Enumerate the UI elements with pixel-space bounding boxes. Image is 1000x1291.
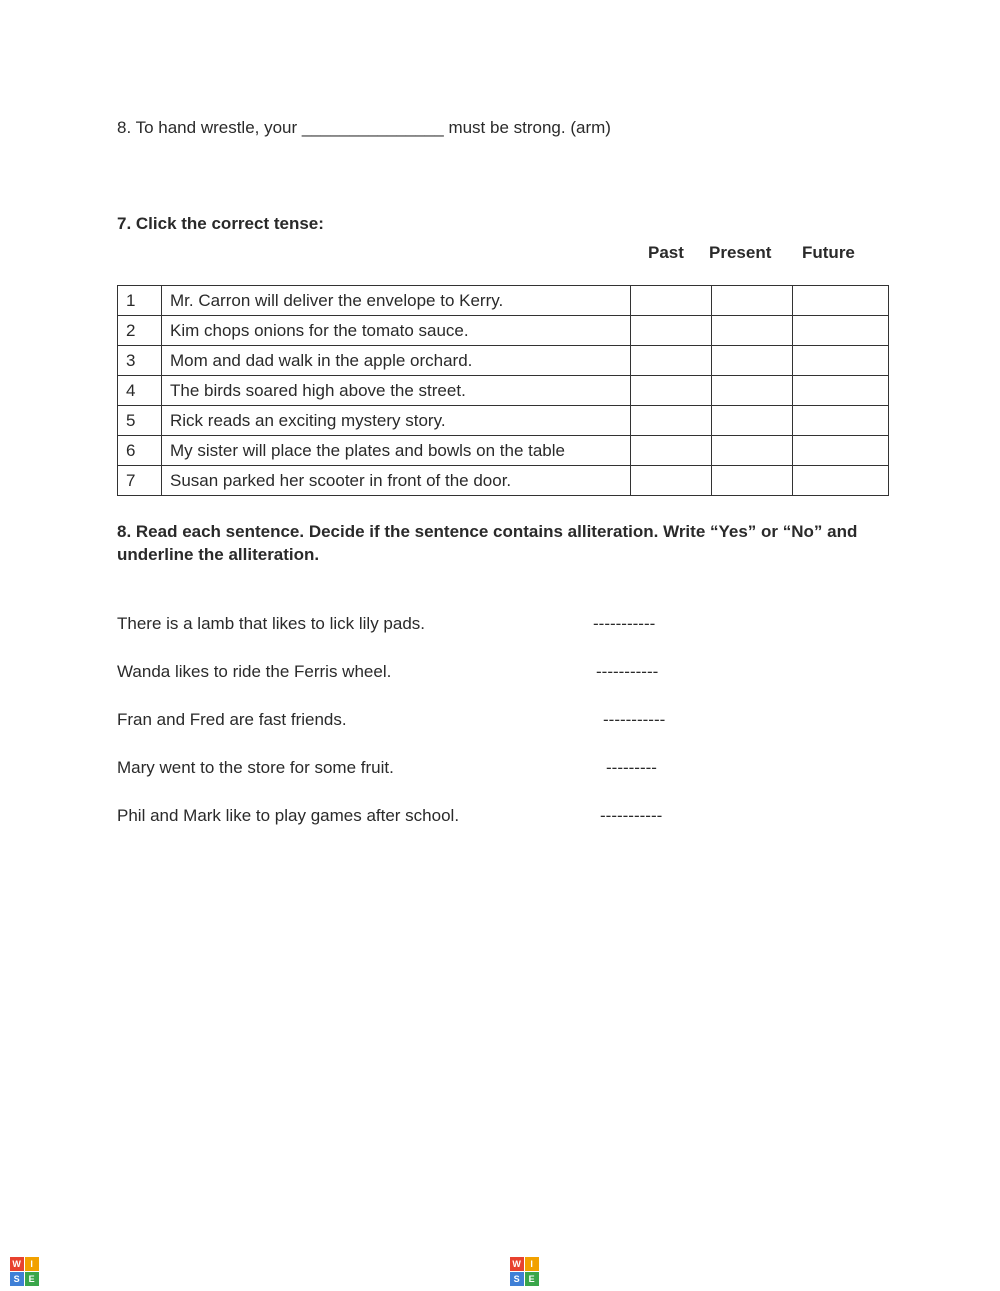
row-number: 6 bbox=[118, 436, 162, 466]
row-number: 4 bbox=[118, 376, 162, 406]
answer-blank[interactable]: ----------- bbox=[603, 710, 666, 729]
present-option[interactable] bbox=[712, 346, 793, 376]
row-sentence: Susan parked her scooter in front of the door. bbox=[162, 466, 631, 496]
past-option[interactable] bbox=[631, 376, 712, 406]
row-number: 5 bbox=[118, 406, 162, 436]
table-row bbox=[118, 466, 889, 496]
logo-tile: E bbox=[525, 1272, 539, 1286]
alliteration-sentence: Wanda likes to ride the Ferris wheel. bbox=[117, 662, 392, 681]
table-row bbox=[118, 286, 889, 316]
brand-wordmark: WISEWORKSHEETS.COM bbox=[544, 1254, 991, 1289]
logo-tile: W bbox=[510, 1257, 524, 1271]
past-option[interactable] bbox=[631, 406, 712, 436]
column-header-future: Future bbox=[802, 243, 855, 262]
future-option[interactable] bbox=[793, 406, 889, 436]
logo-tile: S bbox=[510, 1272, 524, 1286]
present-option[interactable] bbox=[712, 436, 793, 466]
tense-question-heading: 7. Click the correct tense: bbox=[117, 214, 324, 233]
row-sentence: Rick reads an exciting mystery story. bbox=[162, 406, 631, 436]
future-option[interactable] bbox=[793, 316, 889, 346]
row-sentence: Mom and dad walk in the apple orchard. bbox=[162, 346, 631, 376]
present-option[interactable] bbox=[712, 286, 793, 316]
answer-blank[interactable]: ----------- bbox=[596, 662, 659, 681]
row-sentence: My sister will place the plates and bowls on the table bbox=[162, 436, 631, 466]
future-option[interactable] bbox=[793, 286, 889, 316]
table-row bbox=[118, 346, 889, 376]
future-option[interactable] bbox=[793, 436, 889, 466]
past-option[interactable] bbox=[631, 466, 712, 496]
alliteration-sentence: Fran and Fred are fast friends. bbox=[117, 710, 347, 729]
footer-branding bbox=[0, 1252, 1000, 1291]
logo-tile: E bbox=[25, 1272, 39, 1286]
brand-wordmark: WISEWORKSHEETS.COM bbox=[44, 1254, 491, 1289]
brand-mark bbox=[10, 1254, 491, 1289]
row-number: 2 bbox=[118, 316, 162, 346]
answer-blank[interactable]: --------- bbox=[606, 758, 657, 777]
row-number: 3 bbox=[118, 346, 162, 376]
fill-in-question: 8. To hand wrestle, your _______________ must be strong. (arm) bbox=[117, 118, 611, 137]
brand-mark bbox=[510, 1254, 991, 1289]
column-header-past: Past bbox=[648, 243, 684, 262]
logo-tile: W bbox=[10, 1257, 24, 1271]
present-option[interactable] bbox=[712, 376, 793, 406]
alliteration-sentence: Phil and Mark like to play games after school. bbox=[117, 806, 460, 825]
past-option[interactable] bbox=[631, 346, 712, 376]
row-number: 7 bbox=[118, 466, 162, 496]
alliteration-heading-line-1: 8. Read each sentence. Decide if the sentence contains alliteration. Write “Yes” or “No” and bbox=[117, 522, 858, 541]
future-option[interactable] bbox=[793, 376, 889, 406]
past-option[interactable] bbox=[631, 316, 712, 346]
answer-blank[interactable]: ----------- bbox=[600, 806, 663, 825]
present-option[interactable] bbox=[712, 466, 793, 496]
row-sentence: Kim chops onions for the tomato sauce. bbox=[162, 316, 631, 346]
tense-table bbox=[117, 285, 889, 496]
row-sentence: The birds soared high above the street. bbox=[162, 376, 631, 406]
present-option[interactable] bbox=[712, 406, 793, 436]
future-option[interactable] bbox=[793, 466, 889, 496]
logo-tile: I bbox=[25, 1257, 39, 1271]
past-option[interactable] bbox=[631, 286, 712, 316]
column-header-present: Present bbox=[709, 243, 772, 262]
table-row bbox=[118, 316, 889, 346]
alliteration-sentence: There is a lamb that likes to lick lily pads. bbox=[117, 614, 426, 633]
answer-blank[interactable]: ----------- bbox=[593, 614, 656, 633]
alliteration-sentence: Mary went to the store for some fruit. bbox=[117, 758, 394, 777]
table-row bbox=[118, 406, 889, 436]
past-option[interactable] bbox=[631, 436, 712, 466]
future-option[interactable] bbox=[793, 346, 889, 376]
present-option[interactable] bbox=[712, 316, 793, 346]
logo-icon bbox=[510, 1257, 539, 1286]
row-number: 1 bbox=[118, 286, 162, 316]
table-row bbox=[118, 436, 889, 466]
alliteration-heading-line-2: underline the alliteration. bbox=[117, 545, 320, 564]
row-sentence: Mr. Carron will deliver the envelope to Kerry. bbox=[162, 286, 631, 316]
alliteration-heading bbox=[117, 520, 857, 566]
logo-icon bbox=[10, 1257, 39, 1286]
logo-tile: I bbox=[525, 1257, 539, 1271]
logo-tile: S bbox=[10, 1272, 24, 1286]
table-row bbox=[118, 376, 889, 406]
